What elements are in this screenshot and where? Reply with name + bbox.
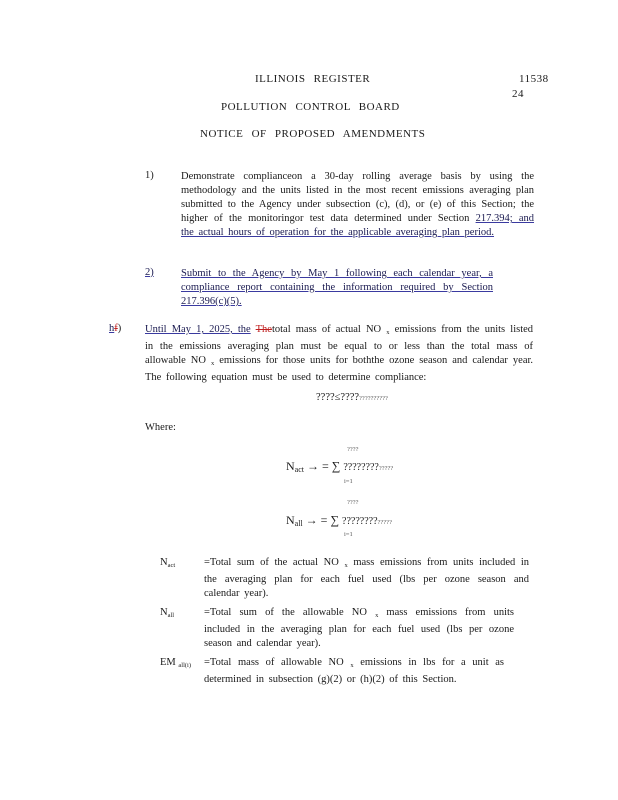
page-number: 11538 [519,73,549,85]
register-title: ILLINOIS REGISTER [255,73,371,85]
main-equation-tail: ?????????? [359,395,388,402]
item-1-underlined: 217.394; and the actual hours of operation for the applicable averaging plan period. [181,213,535,238]
nall-label: N [286,513,295,527]
nall-arrow: → = [305,513,328,527]
nact-label: N [286,459,295,473]
nall-sub: all [294,519,303,528]
main-equation-text: ????≤???? [316,392,360,403]
main-equation [316,392,388,403]
nall-upper-limit: ???? [347,499,359,506]
nall-lower-limit: i=1 [344,531,353,538]
definition-nall-text: =Total sum of the allowable NO $_x$ mass emissions from units included in the averaging plan for each fuel used (lbs per ozone season and calendar year). [204,607,514,649]
where-label: Where: [145,422,176,433]
nact-lower-limit: i=1 [344,478,353,485]
nact-arrow: → = [307,459,329,473]
nall-sigma: ∑ [330,513,340,527]
nact-term: ???????? [343,462,379,473]
paragraph-h-a: total mass of actual NO [271,324,382,335]
paragraph-h-label [109,323,121,334]
issue-number: 24 [512,88,524,100]
nall-term: ???????? [342,516,378,527]
paragraph-h-c: emissions for those units for boththe ozone season and calendar year. The following equation must be used to determine compliance: [145,355,534,383]
paragraph-h-sub-1: x [386,329,390,336]
definition-nact-text: =Total sum of the actual NO $_x$ mass emissions from units included in the averaging plan for each fuel used (lbs per ozone season and calendar year). [204,557,530,599]
paragraph-h-lead: Until May 1, 2025, the [145,324,251,335]
item-1-text [181,170,534,240]
definition-emall-text: =Total mass of allowable NO $_x$ emissions in lbs for a unit as determined in subsection (g)(2) or (h)(2) of this Section. [204,657,505,685]
definition-nact-symbol: $N_{act}$ [160,557,176,569]
paragraph-h-sub-2: x [210,360,215,367]
notice-title: NOTICE OF PROPOSED AMENDMENTS [200,128,426,140]
nall-term-tail: ????? [377,519,392,526]
definition-nall-symbol: $N_{all}$ [160,607,175,619]
nall-equation [286,513,392,528]
nact-sigma: ∑ [331,459,341,473]
item-1-body: Demonstrate complianceon a 30-day rolling average basis by using the methodology and the units listed in the most recent emissions averaging plan submitted to the Agency under subsection (c), (d), or (e) of this Section; the higher of the monitoringor test data determined under Section [181,171,534,224]
nact-term-tail: ????? [378,465,394,472]
paragraph-h-text [145,323,533,385]
nact-upper-limit: ???? [347,446,359,453]
item-2-text: Submit to the Agency by May 1 following each calendar year, a compliance report containing the information required by Section 217.396(c)(5). [181,268,493,307]
label-close: ) [117,323,122,334]
board-title: POLLUTION CONTROL BOARD [221,101,400,113]
item-1-number: 1) [145,170,154,181]
paragraph-h-b: emissions from the units listed in the emissions averaging plan must be equal to or less than the total mass of allowable NO [145,324,534,366]
definition-emall-symbol: EM $_{all(i)}$ [160,657,192,669]
nact-sub: act [294,465,304,474]
label-old: f [114,323,118,334]
paragraph-h-struck: The [255,324,272,335]
label-new: h [109,323,115,334]
item-2-number: 2) [145,267,154,278]
nact-equation [286,459,393,474]
